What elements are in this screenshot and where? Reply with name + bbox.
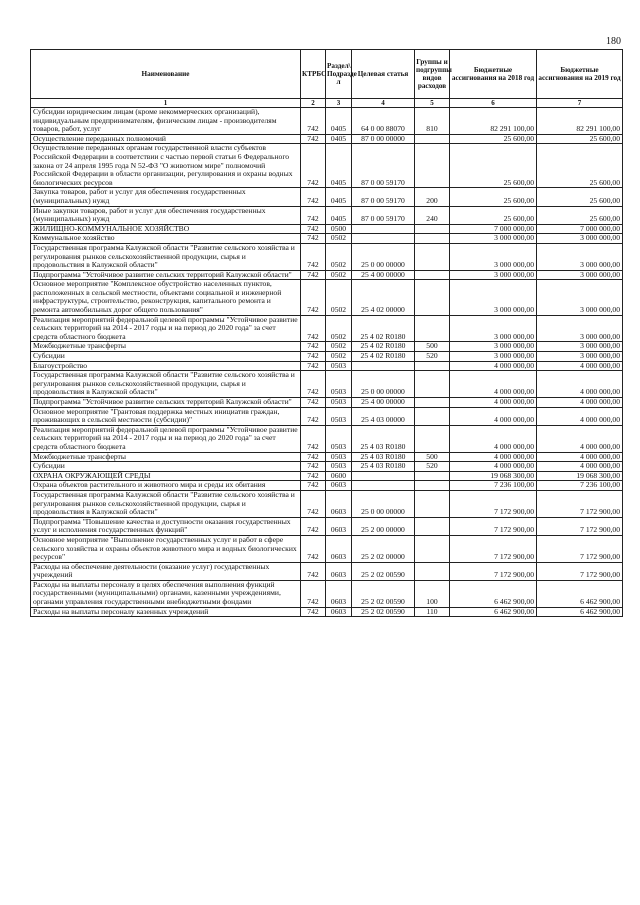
row-budget-2019: 25 600,00 [537, 188, 623, 206]
row-target: 25 4 03 R0180 [352, 425, 415, 452]
row-budget-2018: 4 000 000,00 [450, 462, 537, 472]
row-section: 0502 [326, 280, 352, 315]
row-ktrbs: 742 [301, 280, 326, 315]
row-name: Основное мероприятие "Грантовая поддержка местных инициатив граждан, проживающих в сельской местности (субсидии)" [31, 407, 301, 425]
row-name: Благоустройство [31, 361, 301, 371]
row-ktrbs: 742 [301, 607, 326, 617]
row-ktrbs: 742 [301, 243, 326, 270]
table-row [31, 234, 623, 244]
row-section: 0500 [326, 224, 352, 234]
row-budget-2019: 6 462 900,00 [537, 580, 623, 607]
row-target: 25 4 02 R0180 [352, 352, 415, 362]
row-section: 0502 [326, 243, 352, 270]
row-group [415, 144, 450, 188]
row-group [415, 471, 450, 481]
row-budget-2018: 3 000 000,00 [450, 234, 537, 244]
row-target [352, 361, 415, 371]
table-row [31, 425, 623, 452]
row-name: Государственная программа Калужской области "Развитие сельского хозяйства и регулирования рынков сельскохозяйственной продукции, сырья и продовольствия в Калужской области" [31, 371, 301, 398]
row-group [415, 425, 450, 452]
row-budget-2018: 3 000 000,00 [450, 342, 537, 352]
row-ktrbs: 742 [301, 398, 326, 408]
row-budget-2018: 4 000 000,00 [450, 425, 537, 452]
row-target: 25 4 00 00000 [352, 398, 415, 408]
row-group [415, 398, 450, 408]
row-ktrbs: 742 [301, 342, 326, 352]
row-group: 520 [415, 352, 450, 362]
row-target: 25 4 02 R0180 [352, 315, 415, 342]
row-budget-2019: 7 172 900,00 [537, 517, 623, 535]
row-section: 0603 [326, 535, 352, 562]
row-budget-2019: 3 000 000,00 [537, 280, 623, 315]
row-group [415, 224, 450, 234]
row-group [415, 490, 450, 517]
row-target: 25 0 00 00000 [352, 371, 415, 398]
row-ktrbs: 742 [301, 562, 326, 580]
row-budget-2019: 7 172 900,00 [537, 562, 623, 580]
table-row [31, 535, 623, 562]
row-budget-2019: 3 000 000,00 [537, 315, 623, 342]
row-name: Субсидии юридическим лицам (кроме некоммерческих организаций), индивидуальным предпринимателям, физическим лицам - производителям товаров, работ, услуг [31, 108, 301, 135]
row-budget-2019: 4 000 000,00 [537, 407, 623, 425]
row-budget-2019: 3 000 000,00 [537, 342, 623, 352]
row-target: 25 4 03 R0180 [352, 452, 415, 462]
row-budget-2018: 3 000 000,00 [450, 352, 537, 362]
row-ktrbs: 742 [301, 425, 326, 452]
row-name: Подпрограмма "Устойчивое развитие сельских территорий Калужской области" [31, 270, 301, 280]
row-budget-2019: 7 172 900,00 [537, 535, 623, 562]
row-name: Реализация мероприятий федеральной целевой программы "Устойчивое развитие сельских территорий на 2014 - 2017 годы и на период до 2020 года" за счет средств областного бюджета [31, 315, 301, 342]
row-budget-2019: 4 000 000,00 [537, 361, 623, 371]
table-row [31, 490, 623, 517]
row-group [415, 134, 450, 144]
row-name: Межбюджетные трансферты [31, 452, 301, 462]
table-row [31, 352, 623, 362]
row-group: 500 [415, 452, 450, 462]
row-budget-2019: 3 000 000,00 [537, 234, 623, 244]
row-budget-2019: 3 000 000,00 [537, 352, 623, 362]
row-budget-2018: 7 172 900,00 [450, 490, 537, 517]
row-name: Государственная программа Калужской области "Развитие сельского хозяйства и регулирования рынков сельскохозяйственной продукции, сырья и продовольствия в Калужской области" [31, 243, 301, 270]
row-target: 25 4 02 00000 [352, 280, 415, 315]
row-name: Реализация мероприятий федеральной целевой программы "Устойчивое развитие сельских территорий на 2014 - 2017 годы и на период до 2020 года" за счет средств областного бюджета [31, 425, 301, 452]
row-name: Государственная программа Калужской области "Развитие сельского хозяйства и регулирования рынков сельскохозяйственной продукции, сырья и продовольствия в Калужской области" [31, 490, 301, 517]
row-target: 25 4 03 R0180 [352, 462, 415, 472]
row-name: Субсидии [31, 462, 301, 472]
row-section: 0503 [326, 361, 352, 371]
row-target: 87 0 00 59170 [352, 206, 415, 224]
row-ktrbs: 742 [301, 462, 326, 472]
row-section: 0405 [326, 108, 352, 135]
table-row [31, 108, 623, 135]
row-target: 25 0 00 00000 [352, 243, 415, 270]
table-row [31, 607, 623, 617]
row-target [352, 481, 415, 491]
row-section: 0503 [326, 425, 352, 452]
row-group: 100 [415, 580, 450, 607]
row-ktrbs: 742 [301, 490, 326, 517]
row-ktrbs: 742 [301, 580, 326, 607]
table-row [31, 407, 623, 425]
row-target: 87 0 00 00000 [352, 134, 415, 144]
row-budget-2018: 4 000 000,00 [450, 371, 537, 398]
row-budget-2019: 7 172 900,00 [537, 490, 623, 517]
row-group [415, 535, 450, 562]
row-name: Расходы на выплаты персоналу в целях обеспечения выполнения функций государственными (муниципальными) органами, казенными учреждениями, органами управления государственными внебюджетными фондами [31, 580, 301, 607]
row-section: 0603 [326, 562, 352, 580]
col-num-6: 6 [450, 99, 537, 108]
row-ktrbs: 742 [301, 407, 326, 425]
row-ktrbs: 742 [301, 134, 326, 144]
row-budget-2018: 7 172 900,00 [450, 535, 537, 562]
row-budget-2018: 6 462 900,00 [450, 607, 537, 617]
header-name: Наименование [31, 50, 301, 99]
row-target: 25 2 02 00590 [352, 562, 415, 580]
row-target [352, 234, 415, 244]
row-section: 0502 [326, 315, 352, 342]
header-target: Целевая статья [352, 50, 415, 99]
table-row [31, 580, 623, 607]
header-row [31, 50, 623, 99]
row-group: 240 [415, 206, 450, 224]
row-budget-2019: 19 068 300,00 [537, 471, 623, 481]
col-num-7: 7 [537, 99, 623, 108]
row-budget-2018: 4 000 000,00 [450, 407, 537, 425]
row-target: 25 0 00 00000 [352, 490, 415, 517]
table-row [31, 206, 623, 224]
row-budget-2019: 4 000 000,00 [537, 398, 623, 408]
row-section: 0405 [326, 134, 352, 144]
row-section: 0503 [326, 371, 352, 398]
row-budget-2018: 25 600,00 [450, 188, 537, 206]
row-group [415, 270, 450, 280]
row-budget-2018: 25 600,00 [450, 134, 537, 144]
table-row [31, 280, 623, 315]
row-budget-2018: 25 600,00 [450, 144, 537, 188]
table-row [31, 188, 623, 206]
row-group: 500 [415, 342, 450, 352]
col-num-4: 4 [352, 99, 415, 108]
row-budget-2019: 4 000 000,00 [537, 425, 623, 452]
row-name: Межбюджетные трансферты [31, 342, 301, 352]
row-group: 520 [415, 462, 450, 472]
row-name: Осуществление переданных органам государственной власти субъектов Российской Федерации в соответствии с частью первой статьи 6 Федерального закона от 24 апреля 1995 года N 52-ФЗ "О животном мире" полномочий Российской Федерации в области организации, регулирования и охраны водных биологических ресурсов [31, 144, 301, 188]
row-name: Закупка товаров, работ и услуг для обеспечения государственных (муниципальных) нужд [31, 188, 301, 206]
header-budget-2018: Бюджетные ассигнования на 2018 год [450, 50, 537, 99]
row-budget-2018: 4 000 000,00 [450, 398, 537, 408]
row-ktrbs: 742 [301, 352, 326, 362]
row-budget-2018: 4 000 000,00 [450, 452, 537, 462]
row-section: 0603 [326, 580, 352, 607]
table-row [31, 371, 623, 398]
row-group [415, 315, 450, 342]
row-budget-2018: 7 172 900,00 [450, 562, 537, 580]
row-ktrbs: 742 [301, 270, 326, 280]
table-row [31, 481, 623, 491]
row-name: Осуществление переданных полномочий [31, 134, 301, 144]
row-section: 0603 [326, 607, 352, 617]
row-ktrbs: 742 [301, 452, 326, 462]
row-name: Основное мероприятие "Выполнение государственных услуг и работ в сфере сельского хозяйства и охраны объектов животного мира и водных биологических ресурсов" [31, 535, 301, 562]
row-group [415, 234, 450, 244]
header-budget-2019: Бюджетные ассигнования на 2019 год [537, 50, 623, 99]
row-ktrbs: 742 [301, 481, 326, 491]
row-group [415, 371, 450, 398]
row-name: Охрана объектов растительного и животного мира и среды их обитания [31, 481, 301, 491]
row-section: 0503 [326, 398, 352, 408]
row-budget-2018: 3 000 000,00 [450, 315, 537, 342]
row-budget-2019: 4 000 000,00 [537, 371, 623, 398]
row-group [415, 280, 450, 315]
row-section: 0603 [326, 490, 352, 517]
row-budget-2018: 6 462 900,00 [450, 580, 537, 607]
row-section: 0405 [326, 206, 352, 224]
row-section: 0600 [326, 471, 352, 481]
header-ktrbs: КТРБС [301, 50, 326, 99]
row-budget-2018: 3 000 000,00 [450, 243, 537, 270]
row-group: 110 [415, 607, 450, 617]
row-target [352, 471, 415, 481]
row-name: Субсидии [31, 352, 301, 362]
row-budget-2019: 82 291 100,00 [537, 108, 623, 135]
row-section: 0503 [326, 407, 352, 425]
row-target [352, 224, 415, 234]
row-budget-2018: 4 000 000,00 [450, 361, 537, 371]
row-group [415, 361, 450, 371]
row-section: 0503 [326, 452, 352, 462]
row-group: 810 [415, 108, 450, 135]
row-ktrbs: 742 [301, 234, 326, 244]
budget-table [30, 49, 623, 617]
col-num-2: 2 [301, 99, 326, 108]
col-num-1: 1 [31, 99, 301, 108]
col-num-5: 5 [415, 99, 450, 108]
table-row [31, 562, 623, 580]
row-budget-2018: 25 600,00 [450, 206, 537, 224]
row-ktrbs: 742 [301, 471, 326, 481]
table-row [31, 315, 623, 342]
table-body [31, 108, 623, 617]
row-budget-2019: 6 462 900,00 [537, 607, 623, 617]
row-budget-2019: 25 600,00 [537, 206, 623, 224]
row-section: 0603 [326, 517, 352, 535]
row-group [415, 243, 450, 270]
header-group: Группы и подгруппы видов расходов [415, 50, 450, 99]
row-target: 87 0 00 59170 [352, 188, 415, 206]
table-row [31, 398, 623, 408]
row-ktrbs: 742 [301, 206, 326, 224]
row-name: Основное мероприятие "Комплексное обустройство населенных пунктов, расположенных в сельской местности, объектами социальной и инженерной инфраструктуры, строительство, реконструкция, капитального ремонта и ремонта автомобильных дорог общего пользования" [31, 280, 301, 315]
row-section: 0502 [326, 342, 352, 352]
row-group [415, 517, 450, 535]
row-budget-2019: 3 000 000,00 [537, 270, 623, 280]
row-target: 64 0 00 88070 [352, 108, 415, 135]
row-ktrbs: 742 [301, 361, 326, 371]
row-target: 25 2 00 00000 [352, 517, 415, 535]
row-section: 0502 [326, 352, 352, 362]
row-section: 0502 [326, 270, 352, 280]
header-section: Раздел\ Подразде л [326, 50, 352, 99]
row-ktrbs: 742 [301, 371, 326, 398]
row-target: 25 2 02 00590 [352, 580, 415, 607]
row-ktrbs: 742 [301, 108, 326, 135]
row-name: Расходы на выплаты персоналу казенных учреждений [31, 607, 301, 617]
table-row [31, 243, 623, 270]
row-budget-2019: 7 236 100,00 [537, 481, 623, 491]
row-budget-2019: 7 000 000,00 [537, 224, 623, 234]
row-ktrbs: 742 [301, 224, 326, 234]
row-name: Иные закупки товаров, работ и услуг для обеспечения государственных (муниципальных) нужд [31, 206, 301, 224]
row-name: Расходы на обеспечение деятельности (оказание услуг) государственных учреждений [31, 562, 301, 580]
row-group [415, 481, 450, 491]
row-name: ОХРАНА ОКРУЖАЮЩЕЙ СРЕДЫ [31, 471, 301, 481]
row-budget-2019: 25 600,00 [537, 144, 623, 188]
row-ktrbs: 742 [301, 535, 326, 562]
row-budget-2018: 7 000 000,00 [450, 224, 537, 234]
row-ktrbs: 742 [301, 315, 326, 342]
row-target: 25 2 02 00590 [352, 607, 415, 617]
row-target: 87 0 00 59170 [352, 144, 415, 188]
row-budget-2018: 82 291 100,00 [450, 108, 537, 135]
row-budget-2019: 4 000 000,00 [537, 452, 623, 462]
row-budget-2018: 19 068 300,00 [450, 471, 537, 481]
row-ktrbs: 742 [301, 517, 326, 535]
row-group: 200 [415, 188, 450, 206]
row-section: 0503 [326, 462, 352, 472]
row-budget-2018: 7 236 100,00 [450, 481, 537, 491]
row-budget-2018: 7 172 900,00 [450, 517, 537, 535]
row-budget-2019: 25 600,00 [537, 134, 623, 144]
row-name: Подпрограмма "Повышение качества и доступности оказания государственных услуг и исполнения государственных функций" [31, 517, 301, 535]
row-group [415, 407, 450, 425]
row-target: 25 4 02 R0180 [352, 342, 415, 352]
row-section: 0405 [326, 144, 352, 188]
row-budget-2018: 3 000 000,00 [450, 270, 537, 280]
row-budget-2019: 4 000 000,00 [537, 462, 623, 472]
table-row [31, 144, 623, 188]
table-row [31, 462, 623, 472]
row-ktrbs: 742 [301, 188, 326, 206]
row-section: 0603 [326, 481, 352, 491]
page-number: 180 [606, 36, 621, 47]
row-group [415, 562, 450, 580]
table-row [31, 517, 623, 535]
row-section: 0405 [326, 188, 352, 206]
row-budget-2018: 3 000 000,00 [450, 280, 537, 315]
row-target: 25 2 02 00000 [352, 535, 415, 562]
row-name: Подпрограмма "Устойчивое развитие сельских территорий Калужской области" [31, 398, 301, 408]
row-target: 25 4 00 00000 [352, 270, 415, 280]
row-ktrbs: 742 [301, 144, 326, 188]
row-name: Коммунальное хозяйство [31, 234, 301, 244]
row-section: 0502 [326, 234, 352, 244]
col-num-3: 3 [326, 99, 352, 108]
row-name: ЖИЛИЩНО-КОММУНАЛЬНОЕ ХОЗЯЙСТВО [31, 224, 301, 234]
row-budget-2019: 3 000 000,00 [537, 243, 623, 270]
row-target: 25 4 03 00000 [352, 407, 415, 425]
